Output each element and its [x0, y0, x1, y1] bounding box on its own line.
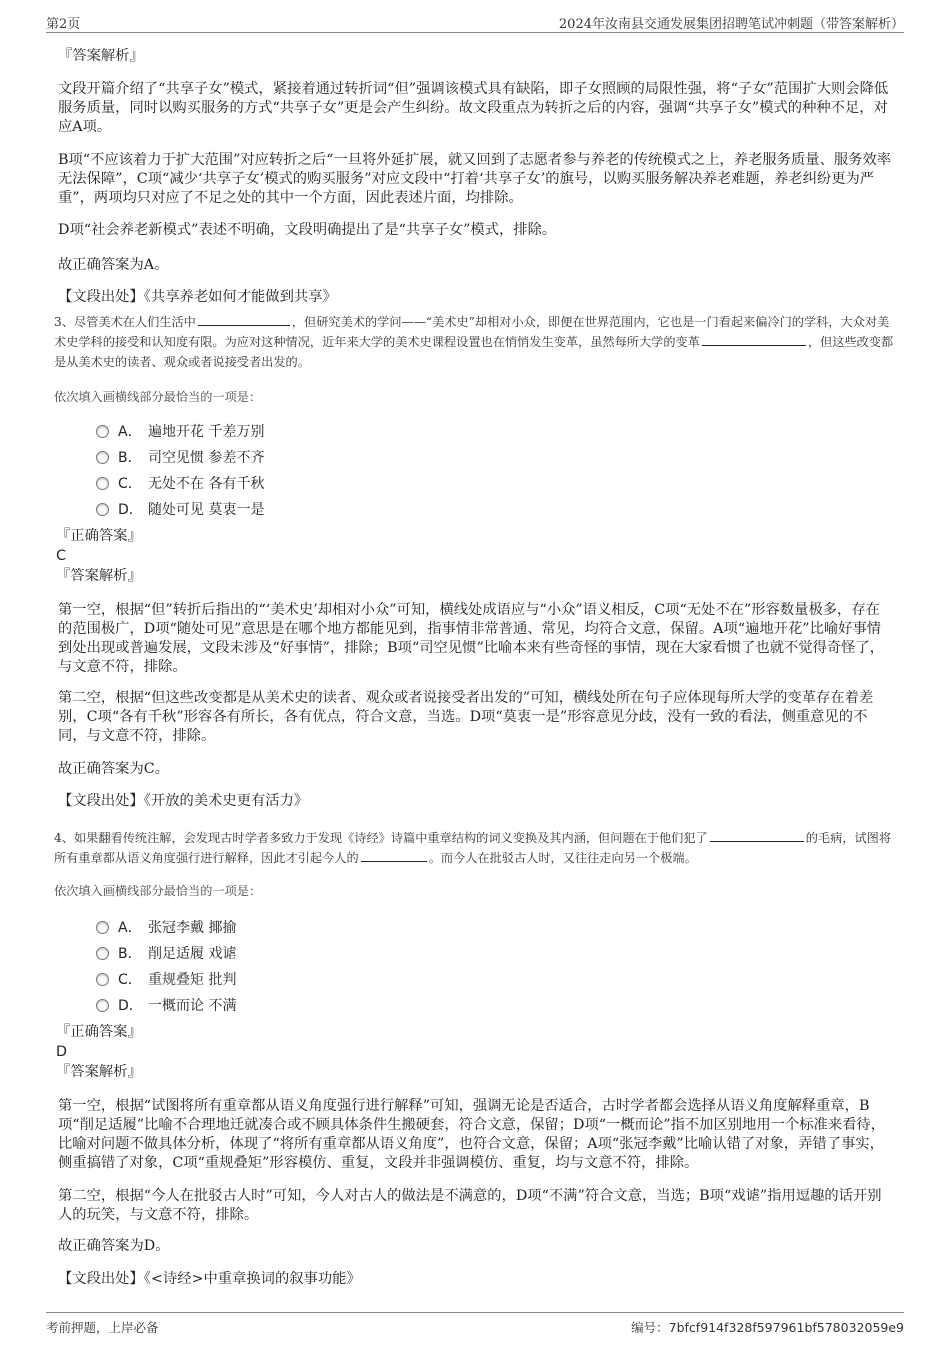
blank-line [361, 849, 427, 862]
q4-option-c[interactable]: C． 重规叠矩 批判 [96, 968, 236, 990]
question-3-prompt: 依次填入画横线部分最恰当的一项是： [54, 390, 262, 404]
radio-button[interactable] [96, 477, 109, 490]
q4-option-b[interactable]: B． 削足适履 戏谑 [96, 942, 236, 964]
q2-source: 【文段出处】《共享养老如何才能做到共享》 [58, 289, 337, 305]
page-number: 第2页 [46, 17, 81, 32]
blank-line [702, 333, 806, 346]
page-header [46, 10, 904, 33]
question-4-prompt: 依次填入画横线部分最恰当的一项是： [54, 884, 262, 898]
q3-source: 【文段出处】《开放的美术史更有活力》 [58, 793, 309, 809]
q3-analysis-para-1: 第一空，根据“但”转折后指出的“‘美术史’却相对小众”可知，横线处成语应与“小众”语义相反，C项“无处不在”形容数量极多，存在的范围极广，D项“随处可见”意思是在哪个地方都能见到，指事情非常普通、常见，均符合文意，保留。A项“遍地开花”比喻好事情到处出现或普遍发展，文段未涉及“好事情”，排除；B项“司空见惯”比喻本来有些奇怪的事情，现在大家看惯了也就不觉得奇怪了，与文意不符，排除。 [58, 602, 885, 675]
q4-analysis-para-1: 第一空，根据“试图将所有重章都从语义角度强行进行解释”可知，强调无论是否适合，古时学者都会选择从语义角度解释重章，B项“削足适履”比喻不合理地迁就凑合或不顾具体条件生搬硬套，符合文意，保留；D项“一概而论”指不加区别地用一个标准来看待，比喻对问题不做具体分析，体现了“将所有重章都从语义角度”，也符合文意，保留；A项“张冠李戴”比喻认错了对象，弄错了事实，侧重搞错了对象，C项“重规叠矩”形容模仿、重复，文段并非强调模仿、重复，均与文意不符，排除。 [58, 1098, 886, 1171]
footer-slogan: 考前押题，上岸必备 [46, 1320, 159, 1335]
q3-option-d[interactable]: D． 随处可见 莫衷一是 [96, 498, 264, 520]
q4-answer: D [56, 1044, 68, 1060]
q2-analysis-para-3: D项“社会养老新模式”表述不明确，文段明确提出了是“共享子女”模式，排除。 [58, 222, 557, 238]
blank-line [198, 313, 290, 326]
q3-answer: C [56, 548, 66, 564]
question-4-text: 4、如果翻看传统注解，会发现古时学者多致力于发现《诗经》诗篇中重章结构的词义变换及其内涵，但问题在于他们犯了 的毛病，试图将所有重章都从语义角度强行进行解释，因此才引起今人的 。而今人在批驳古人时，又往往走向另一个极端。 [54, 831, 892, 865]
document-id: 编号：7bfcf914f328f597961bf578032059e9 [631, 1320, 904, 1335]
q4-analysis-label: 『答案解析』 [56, 1064, 142, 1080]
q3-answer-label: 『正确答案』 [56, 528, 142, 544]
q4-option-a[interactable]: A． 张冠李戴 揶揄 [96, 916, 236, 938]
q4-option-d[interactable]: D． 一概而论 不满 [96, 994, 236, 1016]
q3-option-c[interactable]: C． 无处不在 各有千秋 [96, 472, 264, 494]
radio-button[interactable] [96, 921, 109, 934]
q2-conclusion: 故正确答案为A。 [58, 257, 169, 273]
radio-button[interactable] [96, 425, 109, 438]
q3-option-b[interactable]: B． 司空见惯 参差不齐 [96, 446, 264, 468]
q4-conclusion: 故正确答案为D。 [58, 1238, 170, 1254]
q3-option-a[interactable]: A． 遍地开花 千差万别 [96, 420, 264, 442]
radio-button[interactable] [96, 973, 109, 986]
q2-analysis-para-2: B项“不应该着力于扩大范围”对应转折之后“一旦将外延扩展，就又回到了志愿者参与养老的传统模式之上，养老服务质量、服务效率无法保障”，C项“减少‘共享子女’模式的购买服务”对应文段中“打着‘共享子女’的旗号，以购买服务解决养老难题，养老纠纷更为严重”，两项均只对应了不足之处的其中一个方面，因此表述片面，均排除。 [58, 152, 892, 206]
q3-conclusion: 故正确答案为C。 [58, 761, 170, 777]
q2-analysis-para-1: 文段开篇介绍了“共享子女”模式，紧接着通过转折词“但”强调该模式具有缺陷，即子女照顾的局限性强，将“子女”范围扩大则会降低服务质量，同时以购买服务的方式“共享子女”更是会产生纠纷。故文段重点为转折之后的内容，强调“共享子女”模式的种种不足，对应A项。 [58, 81, 889, 135]
q4-analysis-para-2: 第二空，根据“今人在批驳古人时”可知，今人对古人的做法是不满意的，D项“不满”符合文意，当选；B项“戏谑”指用逗趣的话开别人的玩笑，与文意不符，排除。 [58, 1188, 882, 1223]
blank-line [710, 829, 804, 842]
radio-button[interactable] [96, 503, 109, 516]
q3-analysis-label: 『答案解析』 [56, 568, 142, 584]
radio-button[interactable] [96, 451, 109, 464]
q4-source: 【文段出处】《<诗经>中重章换词的叙事功能》 [58, 1271, 361, 1287]
page-footer [46, 1312, 904, 1340]
q2-analysis-label: 『答案解析』 [58, 48, 144, 64]
document-title: 2024年汝南县交通发展集团招聘笔试冲刺题（带答案解析） [558, 17, 904, 32]
radio-button[interactable] [96, 947, 109, 960]
radio-button[interactable] [96, 999, 109, 1012]
q3-analysis-para-2: 第二空，根据“但这些改变都是从美术史的读者、观众或者说接受者出发的”可知，横线处所在句子应体现每所大学的变革存在着差别，C项“各有千秋”形容各有所长，各有优点，符合文意，当选。D项“莫衷一是”形容意见分歧，没有一致的看法，侧重意见的不同，与文意不符，排除。 [58, 690, 874, 744]
question-3-text: 3、尽管美术在人们生活中 ，但研究美术的学问——“美术史”却相对小众，即便在世界范围内，它也是一门看起来偏冷门的学科，大众对美术史学科的接受和认知度有限。为应对这种情况，近年来大学的美术史课程设置也在悄悄发生变革，虽然每所大学的变革 ，但这些改变都是从美术史的读者、观众或者说接受者出发的。 [54, 315, 894, 369]
q4-answer-label: 『正确答案』 [56, 1024, 142, 1040]
